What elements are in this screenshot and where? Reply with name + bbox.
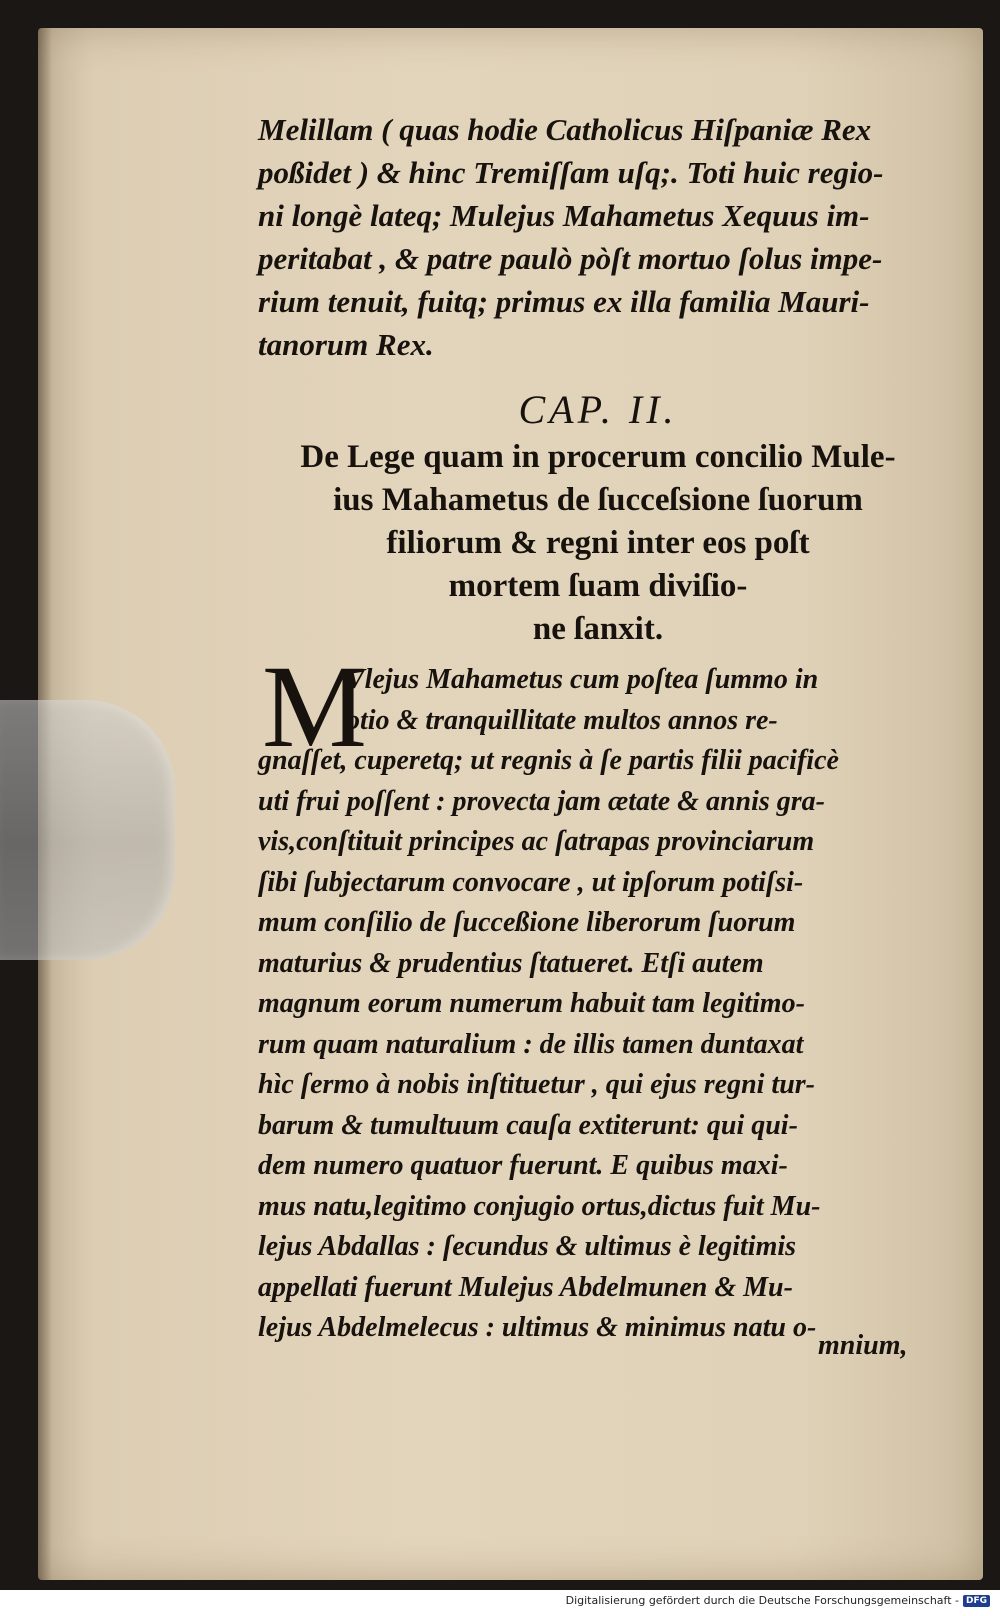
text-line: peritabat , & patre paulò pòſt mortuo ſolus impe-: [258, 241, 883, 276]
text-line: mus natu,legitimo conjugio ortus,dictus fuit Mu-: [258, 1190, 821, 1222]
text-line: mum conſilio de ſucceßione liberorum ſuorum: [258, 907, 796, 938]
text-line: rum quam naturalium : de illis tamen duntaxat: [258, 1028, 804, 1060]
text-line: appellati fuerunt Mulejus Abdelmunen & Mu-: [258, 1271, 793, 1303]
text-line: uti frui poſſent : provecta jam ætate & annis gra-: [258, 785, 825, 817]
body-paragraph: [258, 660, 938, 1349]
catchword: mnium,: [818, 1330, 908, 1361]
text-line: rium tenuit, fuitq; primus ex illa familia Mauri-: [258, 284, 870, 319]
text-line: tanorum Rex.: [258, 327, 434, 362]
text-line: dem numero quatuor fuerunt. E quibus maxi-: [258, 1150, 788, 1181]
text-line: maturius & prudentius ſtatueret. Etſi autem: [258, 947, 764, 979]
dfg-logo: DFG: [963, 1595, 990, 1607]
heading-line: ne ſanxit.: [532, 611, 664, 647]
heading-line: filiorum & regni inter eos poſt: [386, 525, 810, 561]
text-line: otio & tranquillitate multos annos re-: [346, 704, 778, 736]
heading-line: De Lege quam in procerum concilio Mule-: [300, 439, 896, 475]
text-line: Melillam ( quas hodie Catholicus Hiſpaniæ Rex: [258, 112, 872, 147]
heading-line: mortem ſuam diviſio-: [448, 568, 748, 604]
text-line: Vlejus Mahametus cum poſtea ſummo in: [346, 664, 819, 695]
text-line: poßidet ) & hinc Tremiſſam uſq;. Toti huic regio-: [258, 155, 884, 190]
text-line: hìc ſermo à nobis inſtituetur , qui ejus regni tur-: [258, 1069, 815, 1100]
heading-line: ius Mahametus de ſucceſsione ſuorum: [333, 482, 863, 518]
top-paragraph: [258, 108, 938, 366]
text-line: magnum eorum numerum habuit tam legitimo-: [258, 988, 805, 1019]
text-line: ni longè lateq; Mulejus Mahametus Xequus im-: [258, 198, 870, 233]
text-line: gnaſſet, cuperetq; ut regnis à ſe partis filii pacificè: [258, 745, 839, 776]
text-line: vis,conſtituit principes ac ſatrapas provinciarum: [258, 826, 815, 857]
drop-cap-initial: M: [262, 641, 367, 772]
text-line: ſibi ſubjectarum convocare , ut ipſorum potiſsi-: [258, 866, 804, 898]
text-line: barum & tumultuum cauſa extiterunt: qui qui-: [258, 1109, 798, 1141]
chapter-label: CAP. II.: [518, 387, 678, 432]
text-line: lejus Abdelmelecus : ultimus & minimus natu o-: [258, 1312, 817, 1343]
digitization-credit: [566, 1594, 990, 1607]
text-line: lejus Abdallas : ſecundus & ultimus è legitimis: [258, 1231, 797, 1262]
credit-text: Digitalisierung gefördert durch die Deutsche Forschungsgemeinschaft -: [565, 1594, 959, 1607]
page-clip: [0, 700, 175, 960]
chapter-heading: [258, 436, 938, 651]
